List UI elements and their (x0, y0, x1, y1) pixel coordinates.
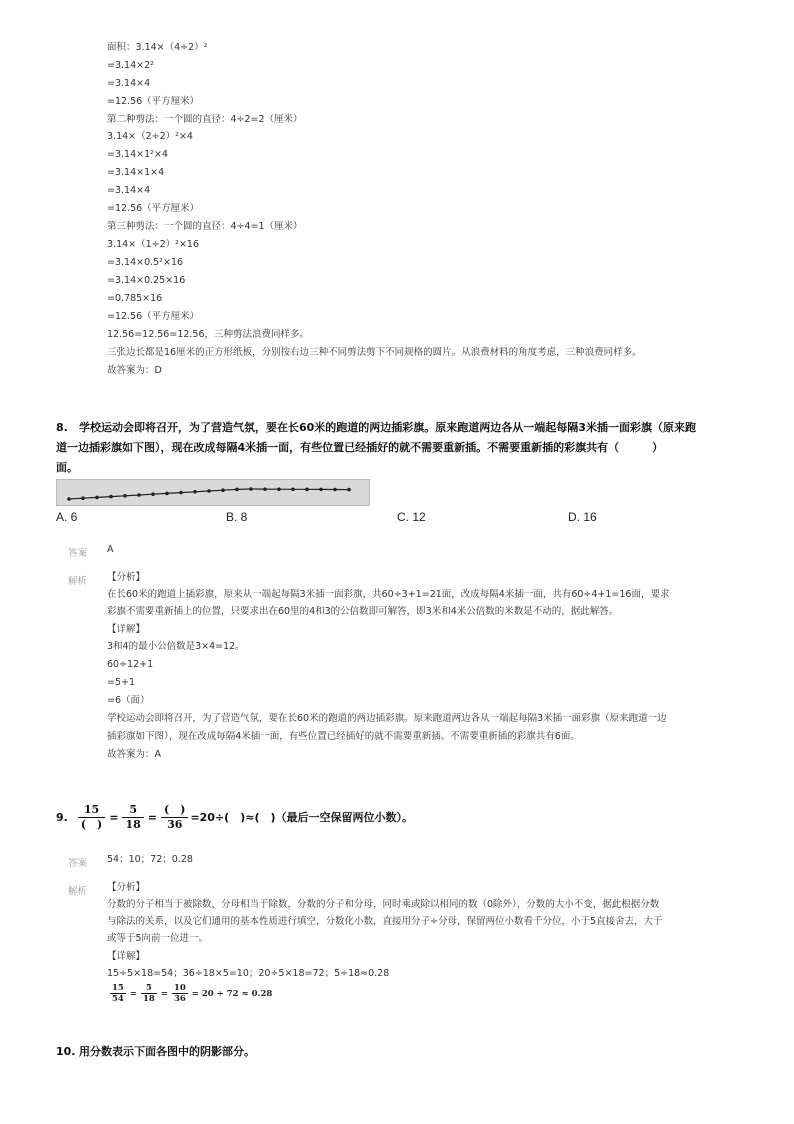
solution-line: 面积：3.14×（4÷2）² (107, 42, 208, 53)
fraction-numerator: 5 (141, 983, 157, 994)
solution-line: 故答案为：D (107, 365, 162, 376)
solution-line: 3.14×（1÷2）²×16 (107, 239, 200, 250)
detail-heading: 【详解】 (107, 624, 146, 635)
fraction-1 (110, 983, 126, 1004)
option-d[interactable]: D. 16 (568, 510, 597, 524)
flag-dot (249, 487, 253, 491)
analysis-line: 在长60米的跑道上插彩旗，原来从一端起每隔3米插一面彩旗，共60÷3+1=21面，改成每隔4米插一面，共有60÷4+1=16面，要求 (107, 589, 670, 600)
flag-dot (81, 496, 85, 500)
answer-label: 答案 (68, 858, 88, 869)
solution-line: 3.14×（2÷2）²×4 (107, 131, 193, 142)
analysis-heading: 【分析】 (107, 882, 146, 893)
fraction-numerator: 15 (78, 803, 105, 818)
fraction-2 (122, 803, 143, 832)
solution-line: 第二种剪法：一个圆的直径：4÷2=2（厘米） (107, 114, 303, 125)
flag-dot (179, 491, 183, 495)
solution-line: =3.14×4 (107, 78, 151, 89)
answer-value: 54；10；72；0.28 (107, 854, 193, 865)
equals-sign: = (129, 988, 137, 999)
fraction-1 (78, 803, 105, 832)
solution-line: =3.14×1²×4 (107, 149, 168, 160)
flag-dot (263, 487, 267, 491)
question-text-line: 道一边插彩旗如下图），现在改成每隔4米插一面，有些位置已经插好的就不需要重新插。不需要重新插的彩旗共有（ ） (56, 441, 664, 454)
final-equation (109, 983, 272, 1004)
solution-line: 第三种剪法：一个圆的直径：4÷4=1（厘米） (107, 221, 303, 232)
question-number: 9. (56, 810, 68, 824)
solution-line: =12.56（平方厘米） (107, 96, 200, 107)
flag-dot (109, 495, 113, 499)
analysis-line: 分数的分子相当于被除数，分母相当于除数，分数的分子和分母，同时乘或除以相同的数（0除外），分数的大小不变，据此根据分数 (107, 899, 660, 910)
flag-dot (319, 488, 323, 492)
question-number: 8. (56, 421, 68, 434)
detail-line: 60÷12+1 (107, 659, 154, 670)
flag-dot (123, 494, 127, 498)
flag-dot (207, 489, 211, 493)
analysis-line: 与除法的关系，以及它们通用的基本性质进行填空，分数化小数，直接用分子÷分母，保留两位小数看千分位，小于5直接舍去，大于 (107, 916, 663, 927)
solution-line: 12.56=12.56=12.56，三种剪法浪费同样多。 (107, 329, 310, 340)
analysis-line: 或等于5向前一位进一。 (107, 933, 209, 944)
solution-line: =0.785×16 (107, 293, 163, 304)
flag-dot (277, 487, 281, 491)
solution-line: =3.14×1×4 (107, 167, 165, 178)
flag-dot (305, 488, 309, 492)
solution-line: 三张边长都是16厘米的正方形纸板，分别按右边三种不同剪法剪下不同规格的圆片。从浪费材料的角度考虑，三种浪费同样多。 (107, 347, 642, 358)
solution-line: =3.14×0.5²×16 (107, 257, 184, 268)
question-text: 用分数表示下面各图中的阴影部分。 (79, 1045, 255, 1058)
answer-value: A (107, 544, 114, 555)
flag-dot (137, 493, 141, 497)
detail-line: 学校运动会即将召开，为了营造气氛，要在长60米的跑道的两边插彩旗。原来跑道两边各从一端起每隔3米插一面彩旗（原来跑道一边 (107, 713, 667, 724)
fraction-numerator: 15 (112, 983, 124, 993)
fraction-3 (161, 803, 188, 832)
flag-dot (291, 487, 295, 491)
solution-line: =3.14×4 (107, 185, 151, 196)
analysis-line: 彩旗不需要重新插上的位置，只要求出在60里的4和3的公倍数即可解答，即3米和4米公倍数的米数是不动的，据此解答。 (107, 606, 619, 617)
option-c[interactable]: C. 12 (397, 510, 426, 524)
detail-line: 故答案为：A (107, 749, 161, 760)
solution-line: =3.14×2² (107, 60, 154, 71)
fraction-numerator: 5 (122, 803, 143, 818)
equation-tail: = 20 ÷ 72 ≈ 0.28 (191, 988, 273, 999)
flag-dot (165, 492, 169, 496)
solution-line: =3.14×0.25×16 (107, 275, 186, 286)
question-text-line: 学校运动会即将召开，为了营造气氛，要在长60米的跑道的两边插彩旗。原来跑道两边各从一端起每隔3米插一面彩旗（原来跑 (79, 421, 696, 434)
detail-line: =5+1 (107, 677, 136, 688)
detail-line: 15÷5×18=54；36÷18×5=10；20÷5×18=72；5÷18≈0.28 (107, 968, 390, 979)
flag-dot (193, 490, 197, 494)
fraction-blank[interactable]: ( ) (161, 803, 188, 818)
flag-dot (67, 497, 71, 501)
analysis-label: 解析 (68, 576, 88, 587)
solution-line: =12.56（平方厘米） (107, 203, 200, 214)
question-number: 10. (56, 1045, 76, 1058)
fraction-2 (141, 983, 157, 1004)
equals-sign: = (147, 810, 158, 824)
equals-sign: = (160, 988, 168, 999)
fraction-denominator: 18 (125, 818, 141, 831)
flag-dot (151, 492, 155, 496)
flag-dot (333, 488, 337, 492)
option-b[interactable]: B. 8 (226, 510, 248, 524)
option-a[interactable]: A. 6 (56, 510, 78, 524)
analysis-label: 解析 (68, 886, 88, 897)
flag-track-figure (56, 479, 370, 506)
flag-track-svg (57, 480, 369, 505)
flag-dot (347, 488, 351, 492)
fraction-denominator: 36 (173, 994, 186, 1004)
detail-line: 插彩旗如下图），现在改成每隔4米插一面，有些位置已经插好的就不需要重新插。不需要重新插的彩旗共有6面。 (107, 731, 580, 742)
question-tail: =20÷( )≈( )（最后一空保留两位小数）。 (190, 810, 414, 824)
flag-dot (235, 488, 239, 492)
question-9-line (56, 803, 413, 832)
fraction-denominator: 18 (142, 994, 155, 1004)
detail-heading: 【详解】 (107, 951, 146, 962)
flag-dot (221, 488, 225, 492)
detail-line: 3和4的最小公倍数是3×4=12。 (107, 641, 245, 652)
fraction-blank[interactable]: ( ) (80, 818, 103, 831)
fraction-numerator: 10 (173, 983, 186, 993)
question-text-line: 面。 (56, 461, 78, 474)
fraction-denominator: 36 (167, 818, 183, 831)
answer-label: 答案 (68, 548, 88, 559)
detail-line: =6（面） (107, 695, 150, 706)
fraction-denominator: 54 (112, 994, 124, 1004)
analysis-heading: 【分析】 (107, 572, 146, 583)
flag-dot (95, 496, 99, 500)
equals-sign: = (109, 810, 119, 824)
fraction-3 (172, 983, 188, 1004)
solution-line: =12.56（平方厘米） (107, 311, 200, 322)
